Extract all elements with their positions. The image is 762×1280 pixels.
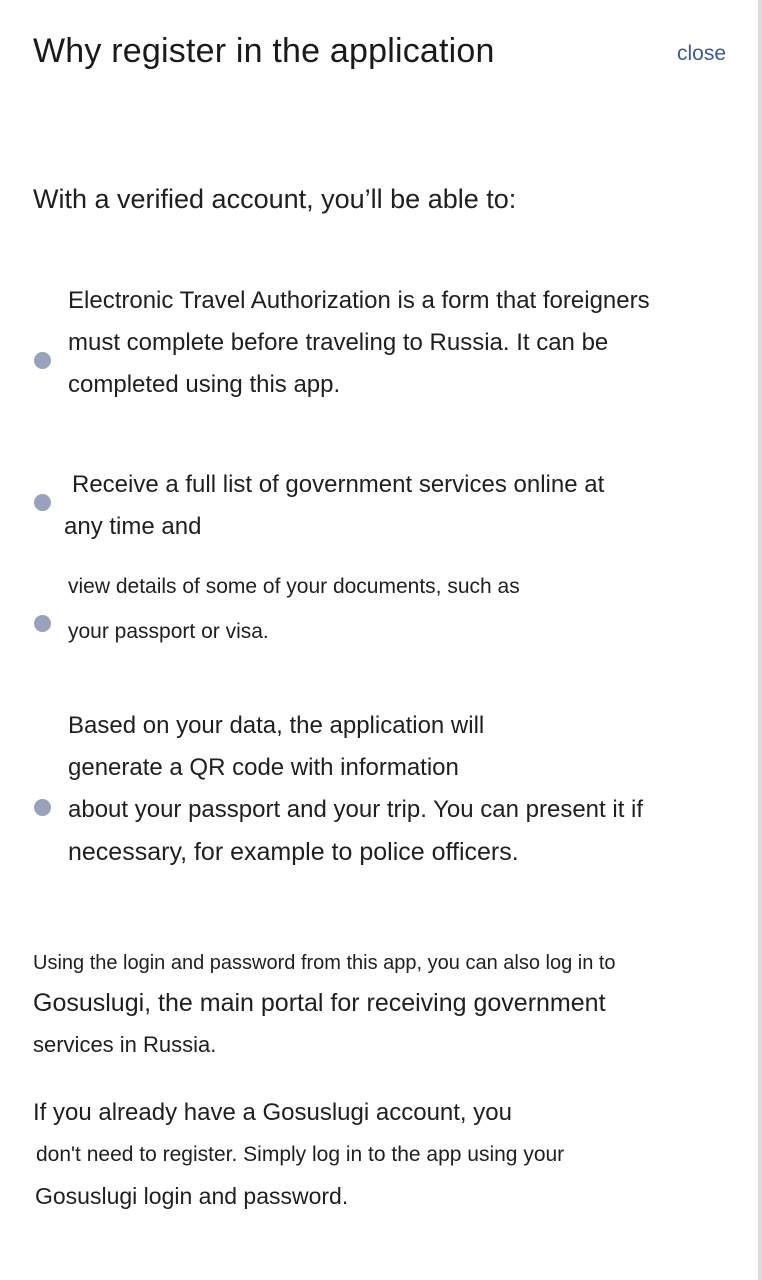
- benefit-text: [68, 280, 728, 406]
- bullet-dot-icon: [34, 615, 51, 632]
- benefit-line: your passport or visa.: [68, 620, 269, 643]
- benefit-line: Electronic Travel Authorization is a form that foreigners: [68, 287, 650, 314]
- benefit-text: [64, 464, 724, 548]
- benefit-line: view details of some of your documents, such as: [68, 575, 520, 598]
- login-note-line: services in Russia.: [33, 1032, 217, 1057]
- bullet-dot-icon: [34, 352, 51, 369]
- benefit-text: [68, 564, 728, 654]
- close-button[interactable]: close: [676, 42, 726, 65]
- benefit-line: generate a QR code with information: [68, 754, 459, 781]
- benefit-line: Receive a full list of government services online at: [72, 471, 605, 498]
- bullet-dot-icon: [34, 799, 51, 816]
- bullet-dot-icon: [34, 494, 51, 511]
- intro-text: With a verified account, you’ll be able to:: [33, 184, 517, 214]
- sheet-edge: [758, 0, 762, 1280]
- benefit-line: must complete before traveling to Russia. It can be: [68, 329, 609, 356]
- benefit-line: about your passport and your trip. You can present it if: [68, 796, 644, 823]
- login-note-line: Gosuslugi, the main portal for receiving government: [33, 989, 606, 1017]
- login-note: [33, 946, 733, 1064]
- benefit-line: completed using this app.: [68, 371, 341, 398]
- existing-account-line: Gosuslugi login and password.: [35, 1183, 349, 1209]
- existing-account-line: don't need to register. Simply log in to the app using your: [36, 1143, 565, 1166]
- benefit-line: Based on your data, the application will: [68, 712, 485, 739]
- existing-account-line: If you already have a Gosuslugi account, you: [33, 1099, 512, 1126]
- login-note-line: Using the login and password from this app, you can also log in to: [33, 952, 616, 974]
- existing-account-note: [33, 1092, 733, 1216]
- page-title: Why register in the application: [33, 32, 495, 70]
- benefit-line: any time and: [64, 513, 202, 540]
- benefit-text: [68, 705, 728, 873]
- benefit-line: necessary, for example to police officers.: [68, 838, 519, 866]
